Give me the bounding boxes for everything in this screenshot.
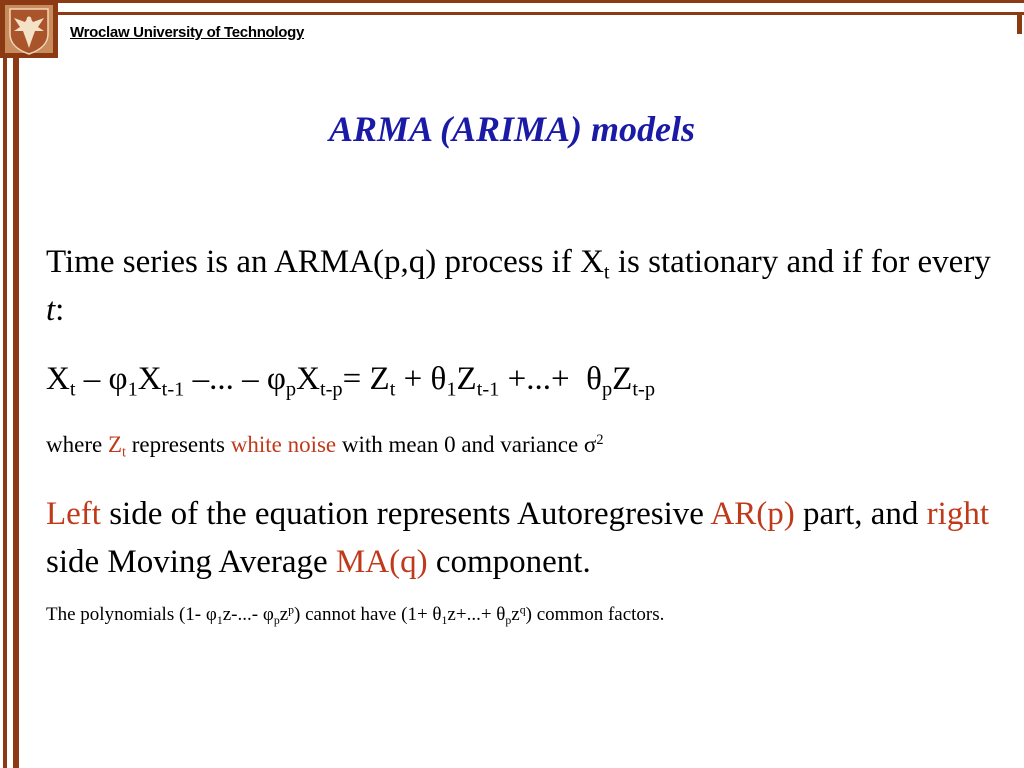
ar-ma-explanation: Left side of the equation represents Autoregresive AR(p) part, and right side Moving Average MA(q) component. [46,496,989,580]
university-name: Wroclaw University of Technology [70,24,305,41]
right-header-tab [1017,12,1022,34]
polynomial-condition: The polynomials (1- $\varphi_1z-...-$ $\varphi_pz^p$) cannot have $(1+ \theta_1z+...+ \theta_pz^q)$ common factors. [46,603,665,627]
left-frame-bar-inner [13,58,19,768]
header-rule [52,12,1024,15]
right-term: right [926,496,989,532]
top-frame-bar [0,0,1024,3]
arma-equation: $X_t - \varphi_1X_{t-1}$ –... – $\varphi_pX_{t-p}= Z_t + \theta_1Z_{t-1}$ +...+ $\theta_pZ_{t-p}$ [46,361,656,401]
slide-title: ARMA (ARIMA) models [328,109,696,149]
white-noise-term: white noise [230,432,337,457]
white-noise-note: where $Z_t$ represents white noise with mean 0 and variance $\sigma^2$ [46,432,604,461]
left-frame-bar-outer [3,58,7,768]
eagle-shield-icon [0,0,58,58]
left-term: Left [46,496,101,532]
ma-term: MA(q) [335,544,428,580]
definition-text: Time series is an ARMA(p,q) process if $X_t$ is stationary and if for every t: [46,244,991,328]
ar-term: AR(p) [710,496,795,532]
